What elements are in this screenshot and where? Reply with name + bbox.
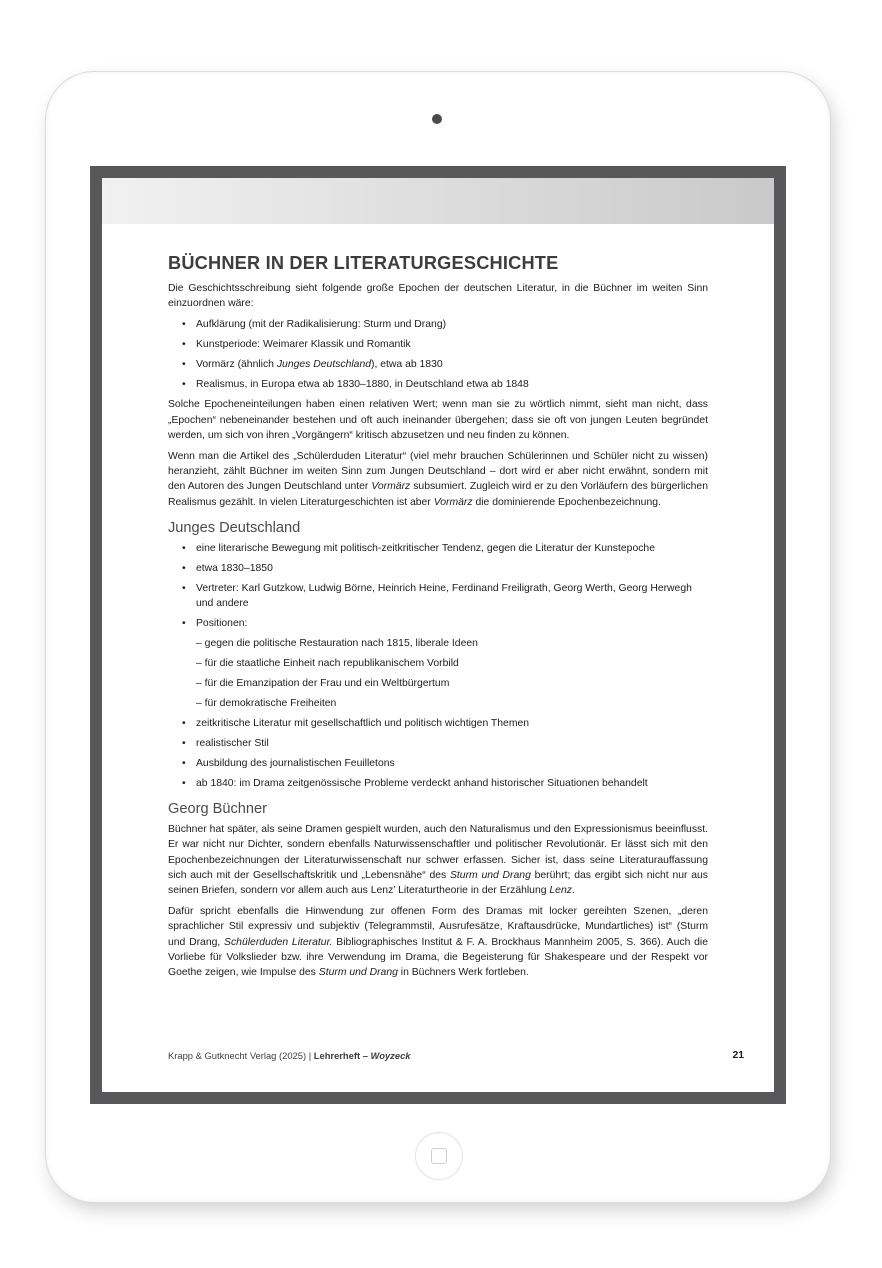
sub-item: – für die Emanzipation der Frau und ein Weltbürgertum [196, 678, 450, 690]
sub-item: – für demokratische Freiheiten [196, 698, 337, 710]
epoch-list [168, 317, 708, 392]
list-item: • Aufklärung (mit der Radikalisierung: Sturm und Drang) [182, 317, 708, 332]
text-run: Vormärz (ähnlich [196, 359, 277, 371]
footer-publisher: Krapp & Gutknecht Verlag (2025) | [168, 1050, 314, 1061]
section-heading-georg-buechner: Georg Büchner [168, 801, 267, 818]
text-run: . [571, 885, 575, 897]
list-item: • eine literarische Bewegung mit politisch-zeitkritischer Tendenz, gegen die Literatur der Kunstepoche [182, 541, 708, 556]
paragraph-epochs: Solche Epocheneinteilungen haben einen relativen Wert; wenn man sie zu wörtlich nimmt, sieht man nicht, dass „Epochen“ nebeneinander bestehen und oft auch ineinander übergehen; dass sie oft von jungen Leuten begründet werden, um sich von ihren „Vorgängern“ kritisch abzusetzen und neu finden zu können. [168, 399, 708, 441]
paragraph-schuelerduden [168, 449, 708, 510]
list-item: • Vertreter: Karl Gutzkow, Ludwig Börne, Heinrich Heine, Ferdinand Freiligrath, Georg Werth, Georg Herwegh und andere [182, 581, 708, 611]
list-item-positions [182, 616, 708, 711]
footer-work: Woyzeck [370, 1050, 411, 1061]
sub-item: – für die staatliche Einheit nach republikanischem Vorbild [196, 658, 459, 670]
list-item: • Realismus, in Europa etwa ab 1830–1880, in Deutschland etwa ab 1848 [182, 377, 708, 392]
list-item: • ab 1840: im Drama zeitgenössische Probleme verdeckt anhand historischer Situationen behandelt [182, 776, 708, 791]
document-page [102, 178, 774, 1092]
text-run: ), etwa ab 1830 [371, 359, 443, 371]
list-item: • realistischer Stil [182, 736, 708, 751]
junges-deutschland-list [168, 541, 708, 791]
paragraph-offene-form [168, 904, 708, 980]
italic-text: Lenz [549, 885, 572, 897]
positions-label: Positionen: [196, 618, 248, 630]
text-run: in Büchners Werk fortleben. [397, 967, 529, 979]
italic-text: Junges Deutschland [276, 359, 372, 371]
positions-sublist [196, 636, 708, 711]
page-number: 21 [732, 1050, 744, 1061]
text-run: die dominierende Epochenbezeichnung. [472, 496, 661, 508]
list-item: • etwa 1830–1850 [182, 561, 708, 576]
page-header-bar [102, 178, 774, 224]
text-run: Dafür spricht ebenfalls die Hinwendung zur offenen Form des Dramas mit locker gereihten Szenen, „deren sprachlicher Stil expressiv und subjektiv (Telegrammstil, Ausrufesätze, Kraftausdrücke, Mundartliches) ist“ (Sturm und Drang, [168, 906, 708, 948]
list-item [182, 357, 708, 372]
text-run: Büchner hat später, als seine Dramen gespielt wurden, auch den Naturalismus und den Expressionismus beeinflusst. Er war nicht nur Dichter, sondern ebenfalls Naturwissenschaftler und politischer Revolutionär. Er lässt sich mit den Epochenbezeichnungen der Literaturwissenschaft nur schwer erfassen. Sicher ist, dass seine Literaturauffassung sich auch mit der Gesellschaftskritik und „Lebensnähe“ des [168, 824, 708, 881]
tablet-screen [90, 166, 786, 1104]
text-run: Bibliographisches Institut & F. A. Brockhaus Mannheim 2005, S. 366). Auch die Vorliebe für Volkslieder bzw. ihre Verwendung im Drama, die Begeisterung für Shakespeare und der Respekt vor Goethe zeigen, wie Impulse des [168, 936, 708, 979]
home-button[interactable] [415, 1132, 463, 1180]
paragraph-buechner-influence [168, 822, 708, 898]
sub-item: – gegen die politische Restauration nach 1815, liberale Ideen [196, 638, 478, 650]
text-run: subsumiert. Zugleich wird er zu den Vorläufern des bürgerlichen Realismus gezählt. In vielen Literaturgeschichten ist aber [168, 481, 708, 508]
italic-text: Vormärz [371, 481, 411, 493]
italic-text: Sturm und Drang [449, 869, 531, 881]
footer-series: Lehrerheft – [313, 1050, 371, 1061]
list-item: • Kunstperiode: Weimarer Klassik und Romantik [182, 337, 708, 352]
page-title: BÜCHNER IN DER LITERATURGESCHICHTE [168, 253, 559, 273]
italic-text: Sturm und Drang [318, 967, 398, 979]
camera-dot [432, 114, 442, 124]
list-item: • Ausbildung des journalistischen Feuilletons [182, 756, 708, 771]
intro-paragraph: Die Geschichtsschreibung sieht folgende große Epochen der deutschen Literatur, in die Büchner im weiten Sinn einzuordnen wäre: [168, 283, 708, 310]
home-square-icon [431, 1148, 447, 1164]
italic-text: Vormärz [433, 496, 473, 508]
page-footer [168, 1050, 744, 1061]
page-content [168, 252, 708, 986]
text-run: berührt; das ergibt sich nicht nur aus seinen Briefen, sondern vor allem auch aus Lenz’ Literaturtheorie in der Erzählung [168, 869, 708, 897]
italic-text: Schülerduden Literatur. [224, 936, 333, 948]
section-heading-junges-deutschland: Junges Deutschland [168, 519, 301, 536]
text-run: Wenn man die Artikel des „Schülerduden Literatur“ (viel mehr brauchen Schülerinnen und Schüler nicht zu wissen) heranzieht, zählt Büchner im weiten Sinn zum Jungen Deutschland – dort wird er aber nicht erwähnt, sondern mit den Autoren des Jungen Deutschland unter [168, 451, 708, 493]
list-item: • zeitkritische Literatur mit gesellschaftlich und politisch wichtigen Themen [182, 716, 708, 731]
